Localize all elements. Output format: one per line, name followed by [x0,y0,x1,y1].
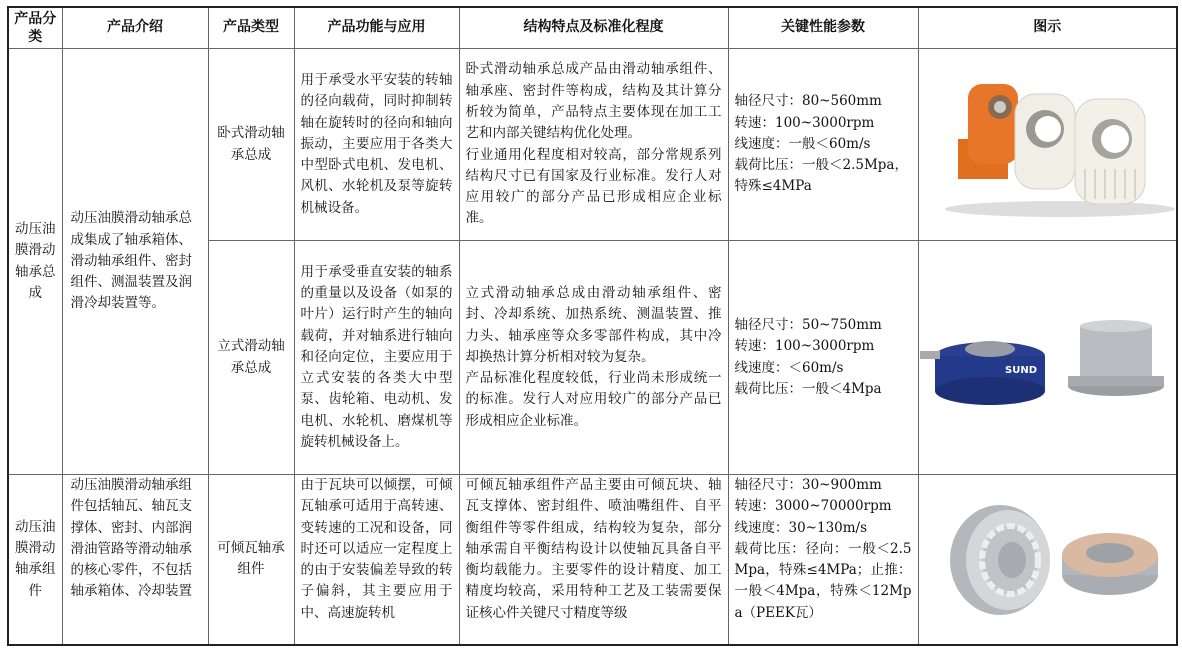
image-cell [918,49,1177,241]
intro-cell: 动压油膜滑动轴承组件包括轴瓦、轴瓦支撑体、密封、内部润滑油管路等滑动轴承的核心零件，不包括轴承箱体、冷却装置 [62,475,208,645]
header-function: 产品功能与应用 [294,7,459,49]
header-row [8,7,1177,49]
svg-text:SUND: SUND [1004,365,1037,376]
type-cell: 立式滑动轴承总成 [208,241,294,475]
header-category: 产品分类 [8,7,62,49]
intro-cell: 动压油膜滑动轴承总成集成了轴承箱体、滑动轴承组件、密封组件、测温装置及润滑冷却装置等。 [62,49,208,475]
param-line: 转速：100~3000rpm [734,338,875,355]
structure-paragraph: 产品标准化程度较低，行业尚未形成统一的标准。发行人对应用较广的部分产品已形成相应企业标准。 [465,370,722,429]
param-line: 轴径尺寸：80~560mm [734,93,882,110]
header-type: 产品类型 [208,7,294,49]
param-line: 载荷比压：一般＜2.5Mpa，特殊≤4MPa [734,157,908,195]
table-row [8,49,1177,241]
structure-cell [459,241,728,475]
category-cell: 动压油膜滑动轴承总成 [8,49,62,475]
function-cell: 由于瓦块可以倾摆，可倾瓦轴承可适用于高转速、变转速的工况和设备，同时还可以适应一定程度上的由于安装偏差导致的转子偏斜，其主要应用于中、高速旋转机 [294,475,459,645]
param-line: 转速：3000~70000rpm [734,498,892,515]
header-intro: 产品介绍 [62,7,208,49]
image-cell [918,241,1177,475]
header-structure: 结构特点及标准化程度 [459,7,728,49]
type-cell: 卧式滑动轴承总成 [208,49,294,241]
param-line: 载荷比压：径向：一般＜2.5Mpa，特殊≤4MPa；止推：一般＜4Mpa，特殊＜12Mpa（PEEK瓦） [734,540,912,621]
structure-paragraph: 立式滑动轴承总成由滑动轴承组件、密封、冷却系统、加热系统、测温装置、推力头、轴承座等众多零部件构成，其中冷却换热计算分析相对较为复杂。 [465,284,722,365]
param-line: 轴径尺寸：30~900mm [734,477,882,493]
structure-paragraph: 可倾瓦轴承组件产品主要由可倾瓦块、轴瓦支撑体、密封组件、喷油嘴组件、自平衡组件等零件组成，结构较为复杂，部分轴承需自平衡结构设计以使轴瓦具备自平衡均载能力。主要零件的设计精度、加工精度均较高，采用特种工艺及工装需要保证核心件关键尺寸精度等级 [465,477,722,621]
param-line: 线速度：一般＜60m/s [734,135,871,152]
structure-cell [459,49,728,241]
function-cell: 用于承受水平安装的转轴的径向载荷，同时抑制转轴在旋转时的径向和轴向振动，主要应用于各类大中型卧式电机、发电机、风机、水轮机及泵等旋转机械设备。 [294,49,459,241]
structure-cell [459,475,728,645]
structure-paragraph: 行业通用化程度相对较高，部分常规系列结构尺寸已有国家及行业标准。发行人对应用较广的部分产品已形成相应企业标准。 [465,146,722,227]
product-table [7,6,1178,646]
horizontal-bearing-image [920,49,1176,239]
function-cell: 用于承受垂直安装的轴系的重量以及设备（如泵的叶片）运行时产生的轴向载荷，并对轴系进行轴向和径向定位，主要应用于立式安装的各类大中型泵、齿轮箱、电动机、发电机、水轮机、磨煤机等旋转机械设备上。 [294,241,459,475]
param-line: 载荷比压：一般＜4Mpa [734,380,882,397]
params-cell [728,475,918,645]
image-cell [918,475,1177,645]
tilting-pad-bearing-image [920,475,1176,643]
vertical-bearing-image [920,241,1176,473]
param-line: 线速度：30~130m/s [734,519,868,536]
param-line: 线速度：＜60m/s [734,359,844,376]
header-params: 关键性能参数 [728,7,918,49]
type-cell: 可倾瓦轴承组件 [208,475,294,645]
category-cell: 动压油膜滑动轴承组件 [8,475,62,645]
param-line: 轴径尺寸：50~750mm [734,316,882,333]
param-line: 转速：100~3000rpm [734,114,875,131]
params-cell [728,241,918,475]
table-row [8,475,1177,645]
structure-paragraph: 卧式滑动轴承总成产品由滑动轴承组件、轴承座、密封件等构成，结构及其计算分析较为简单，产品特点主要体现在加工工艺和内部关键结构优化处理。 [465,61,722,142]
params-cell [728,49,918,241]
header-image: 图示 [918,7,1177,49]
